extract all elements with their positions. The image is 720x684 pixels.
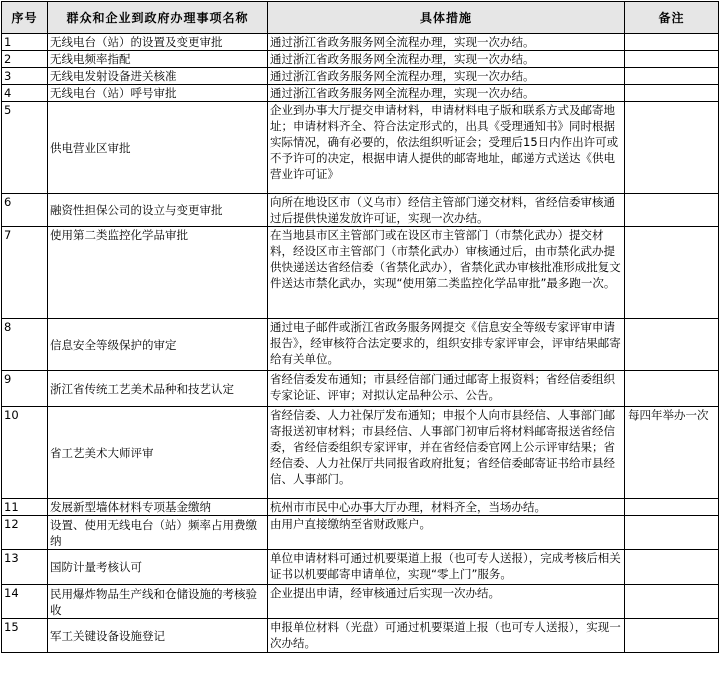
- row-measure: 通过浙江省政务服务网全流程办理，实现一次办结。: [268, 68, 625, 85]
- matters-table: [1, 1, 719, 653]
- row-measure: 省经信委、人力社保厅发布通知；申报个人向市县经信、人事部门邮寄报送初审材料；市县经信、人事部门初审后将材料邮寄报送省经信委，省经信委组织专家评审，并在省经信委官网上公示评审结果；省经信委、人力社保厅共同报省政府批复；省经信委邮寄证书给市县经信、人事部门。: [268, 407, 625, 499]
- row-num: 5: [2, 102, 48, 194]
- row-measure: 企业到办事大厅提交申请材料，申请材料电子版和联系方式及邮寄地址；申请材料齐全、符合法定形式的，出具《受理通知书》同时根据实际情况，确有必要的，依法组织听证会；受理后15日内作出许可或不予许可的决定，根据申请人提供的邮寄地址，邮递方式送达《供电营业许可证》: [268, 102, 625, 194]
- table-row: [2, 85, 719, 102]
- row-note: [625, 499, 719, 516]
- row-num: 14: [2, 585, 48, 619]
- row-name: 无线电台（站）呼号审批: [48, 85, 268, 102]
- header-name: 群众和企业到政府办理事项名称: [48, 2, 268, 34]
- row-num: 1: [2, 34, 48, 51]
- row-note: [625, 194, 719, 227]
- row-note: [625, 319, 719, 371]
- table-row: [2, 619, 719, 653]
- row-measure: 企业提出申请，经审核通过后实现一次办结。: [268, 585, 625, 619]
- table-row: [2, 550, 719, 585]
- row-name: 使用第二类监控化学品审批: [48, 227, 268, 319]
- row-measure: 通过浙江省政务服务网全流程办理，实现一次办结。: [268, 34, 625, 51]
- row-num: 9: [2, 371, 48, 407]
- row-measure: 由用户直接缴纳至省财政账户。: [268, 516, 625, 550]
- row-name: 融资性担保公司的设立与变更审批: [48, 194, 268, 227]
- row-name: 设置、使用无线电台（站）频率占用费缴纳: [48, 516, 268, 550]
- row-note: [625, 34, 719, 51]
- table-header-row: [2, 2, 719, 34]
- row-name: 无线电发射设备进关核准: [48, 68, 268, 85]
- row-name: 无线电频率指配: [48, 51, 268, 68]
- table-row: [2, 34, 719, 51]
- row-measure: 省经信委发布通知；市县经信部门通过邮寄上报资料；省经信委组织专家论证、评审；对拟认定品种公示、公告。: [268, 371, 625, 407]
- row-note: 每四年举办一次: [625, 407, 719, 499]
- row-name: 供电营业区审批: [48, 102, 268, 194]
- row-note: [625, 85, 719, 102]
- header-measure: 具体措施: [268, 2, 625, 34]
- table-row: [2, 371, 719, 407]
- row-name: 无线电台（站）的设置及变更审批: [48, 34, 268, 51]
- row-note: [625, 516, 719, 550]
- row-note: [625, 619, 719, 653]
- row-measure: 通过电子邮件或浙江省政务服务网提交《信息安全等级专家评审申请报告》，经审核符合法定要求的，组织安排专家评审会，评审结果邮寄给有关单位。: [268, 319, 625, 371]
- row-note: [625, 51, 719, 68]
- row-note: [625, 102, 719, 194]
- table-row: [2, 102, 719, 194]
- row-name: 信息安全等级保护的审定: [48, 319, 268, 371]
- row-num: 12: [2, 516, 48, 550]
- row-name: 省工艺美术大师评审: [48, 407, 268, 499]
- row-num: 2: [2, 51, 48, 68]
- row-num: 11: [2, 499, 48, 516]
- row-name: 国防计量考核认可: [48, 550, 268, 585]
- row-note: [625, 68, 719, 85]
- row-measure: 通过浙江省政务服务网全流程办理，实现一次办结。: [268, 85, 625, 102]
- table-row: [2, 194, 719, 227]
- table-row: [2, 319, 719, 371]
- row-measure: 申报单位材料（光盘）可通过机要渠道上报（也可专人送报），实现一次办结。: [268, 619, 625, 653]
- table-row: [2, 407, 719, 499]
- header-note: 备注: [625, 2, 719, 34]
- row-note: [625, 550, 719, 585]
- row-measure: 向所在地设区市（义乌市）经信主管部门递交材料，省经信委审核通过后提供快递发放许可证，实现一次办结。: [268, 194, 625, 227]
- row-name: 发展新型墙体材料专项基金缴纳: [48, 499, 268, 516]
- row-measure: 在当地县市区主管部门或在设区市主管部门（市禁化武办）提交材料，经设区市主管部门（市禁化武办）审核通过后，由市禁化武办提供快递送达省经信委（省禁化武办），省禁化武办审核批准形成批复文件送达市禁化武办，实现“使用第二类监控化学品审批”最多跑一次。: [268, 227, 625, 319]
- table-row: [2, 51, 719, 68]
- row-name: 军工关键设备设施登记: [48, 619, 268, 653]
- table-row: [2, 516, 719, 550]
- row-num: 7: [2, 227, 48, 319]
- table-row: [2, 68, 719, 85]
- row-note: [625, 227, 719, 319]
- table-row: [2, 499, 719, 516]
- row-num: 13: [2, 550, 48, 585]
- row-num: 4: [2, 85, 48, 102]
- row-measure: 杭州市市民中心办事大厅办理，材料齐全，当场办结。: [268, 499, 625, 516]
- row-name: 浙江省传统工艺美术品种和技艺认定: [48, 371, 268, 407]
- row-num: 8: [2, 319, 48, 371]
- row-measure: 通过浙江省政务服务网全流程办理，实现一次办结。: [268, 51, 625, 68]
- row-num: 3: [2, 68, 48, 85]
- table-row: [2, 227, 719, 319]
- row-num: 6: [2, 194, 48, 227]
- row-num: 15: [2, 619, 48, 653]
- row-measure: 单位申请材料可通过机要渠道上报（也可专人送报），完成考核后相关证书以机要邮寄申请单位，实现“零上门”服务。: [268, 550, 625, 585]
- row-note: [625, 371, 719, 407]
- row-name: 民用爆炸物品生产线和仓储设施的考核验收: [48, 585, 268, 619]
- table-row: [2, 585, 719, 619]
- row-note: [625, 585, 719, 619]
- row-num: 10: [2, 407, 48, 499]
- header-num: 序号: [2, 2, 48, 34]
